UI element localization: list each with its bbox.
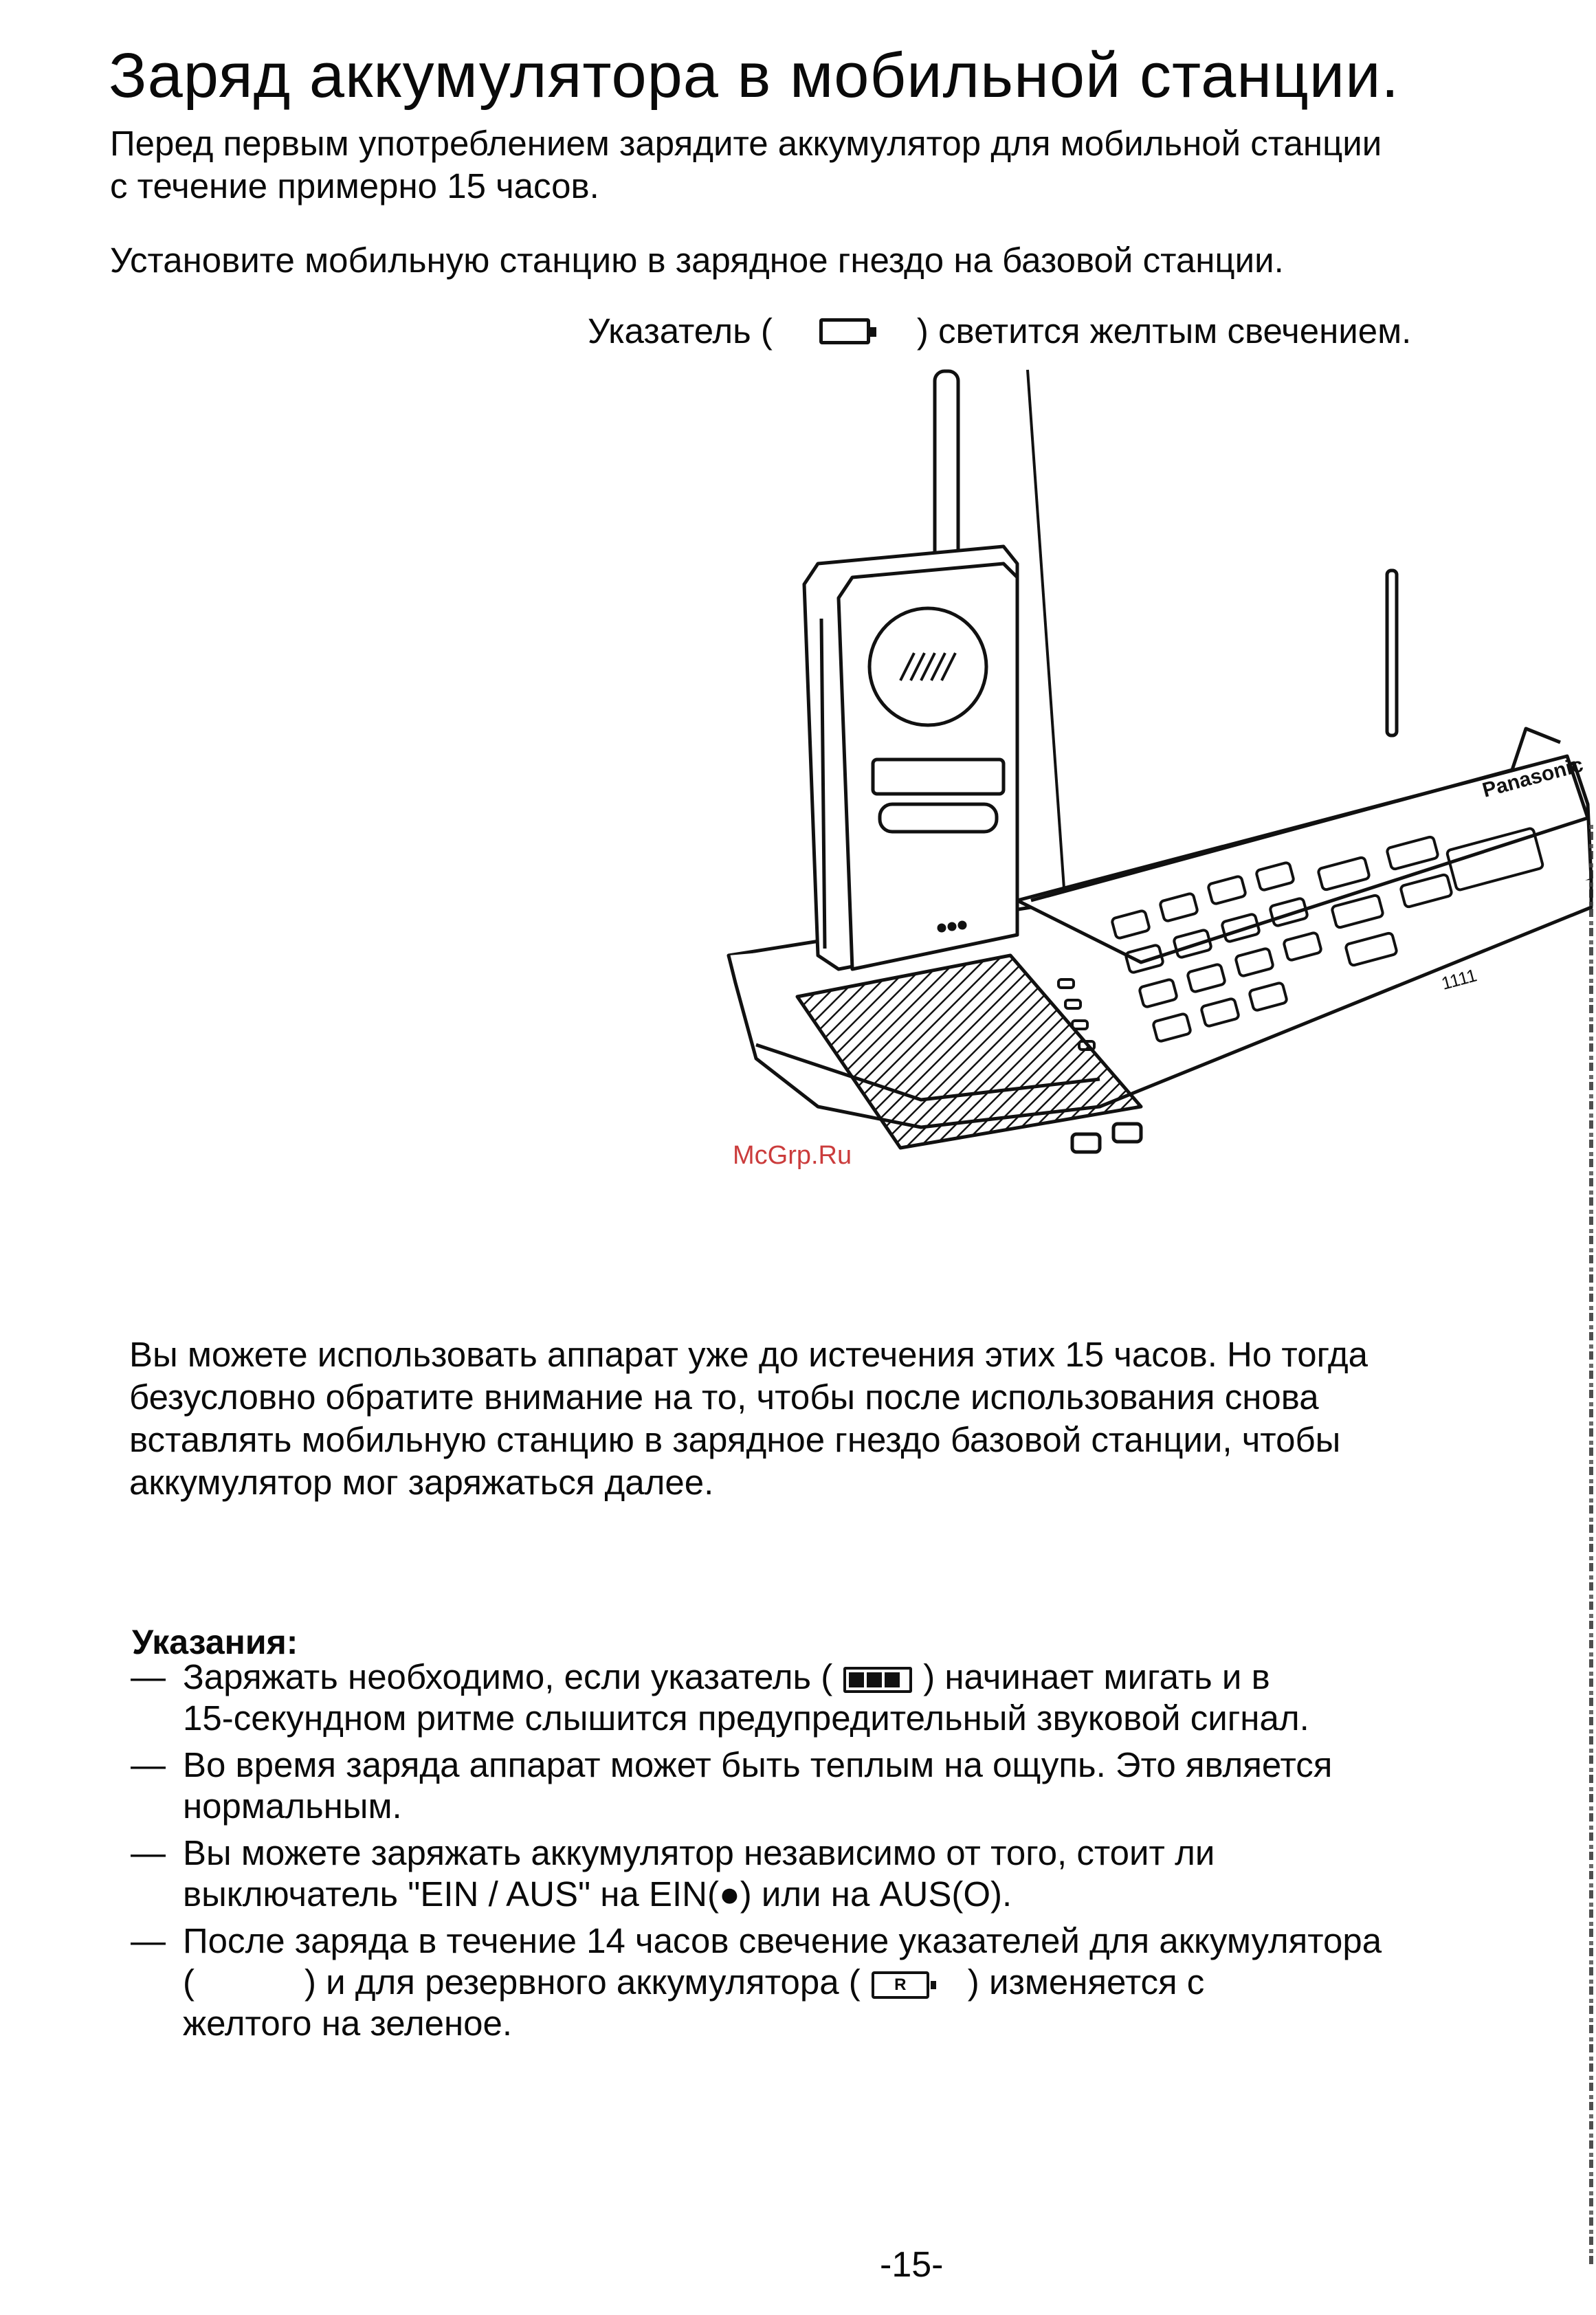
note-text: После заряда в течение 14 часов свечение указателей для аккумулятора [183,1921,1382,1960]
paragraph-line: вставлять мобильную станцию в зарядное гнездо базовой станции, чтобы [129,1420,1341,1459]
note-item [131,1744,1382,1827]
intro-instruction: Установите мобильную станцию в зарядное гнездо на базовой станции. [110,241,1284,280]
note-text: ) изменяется с [967,1962,1205,2002]
notes-list [131,1657,1382,2050]
note-text: ) и для резервного аккумулятора ( [304,1962,861,2002]
handset-antenna [935,371,958,571]
handset [804,371,1017,969]
note-text: желтого на зеленое. [183,2004,513,2043]
note-text: Вы можете заряжать аккумулятор независимо от того, стоит ли [183,1833,1215,1872]
dash: — [131,1657,166,1696]
page-number: -15- [880,2245,944,2285]
usage-paragraph [129,1333,1368,1504]
reserve-battery-icon: R [872,1971,929,1999]
intro-line: Перед первым употреблением зарядите аккумулятор для мобильной станции [110,124,1382,163]
note-text: Заряжать необходимо, если указатель ( [183,1657,833,1696]
note-text: Во время заряда аппарат может быть теплым на ощупь. Это является [183,1745,1333,1784]
note-item [131,1832,1382,1915]
note-text: ( [183,1962,195,2002]
battery-full-icon [843,1667,912,1693]
paragraph-line: Вы можете использовать аппарат уже до истечения этих 15 часов. Но тогда [129,1335,1368,1374]
note-text: ) начинает мигать и в [923,1657,1270,1696]
watermark: McGrp.Ru [733,1141,852,1170]
note-text: нормальным. [183,1786,402,1826]
caption-prefix: Указатель ( [588,311,773,351]
handset-display [873,760,1004,794]
dash: — [131,1745,166,1784]
indicator-caption [588,311,1411,351]
scan-edge [1589,825,1593,2268]
notes-heading: Указания: [132,1623,298,1661]
note-text: выключатель "EIN / AUS" на EIN(●) или на AUS(O). [183,1874,1012,1914]
dash: — [131,1921,166,1960]
intro-line: с течение примерно 15 часов. [110,166,599,206]
dash: — [131,1833,166,1872]
note-item [131,1657,1382,1739]
cordless-phone-illustration [715,357,1595,1278]
model-mark: 1111 [1439,964,1479,994]
note-text: 15-секундном ритме слышится предупредительный звуковой сигнал. [183,1698,1309,1738]
caption-suffix: ) светится желтым свечением. [916,311,1412,351]
intro-paragraph [110,122,1382,208]
base-buttons-front [1072,1124,1141,1152]
base-antenna [1387,571,1397,735]
page-title: Заряд аккумулятора в мобильной станции. [109,41,1400,111]
paragraph-line: аккумулятор мог заряжаться далее. [129,1463,714,1502]
paragraph-line: безусловно обратите внимание на то, чтобы после использования снова [129,1377,1319,1417]
brand-label: Panasonic [1480,753,1586,802]
note-item [131,1920,1382,2044]
battery-outline-icon [819,318,870,344]
